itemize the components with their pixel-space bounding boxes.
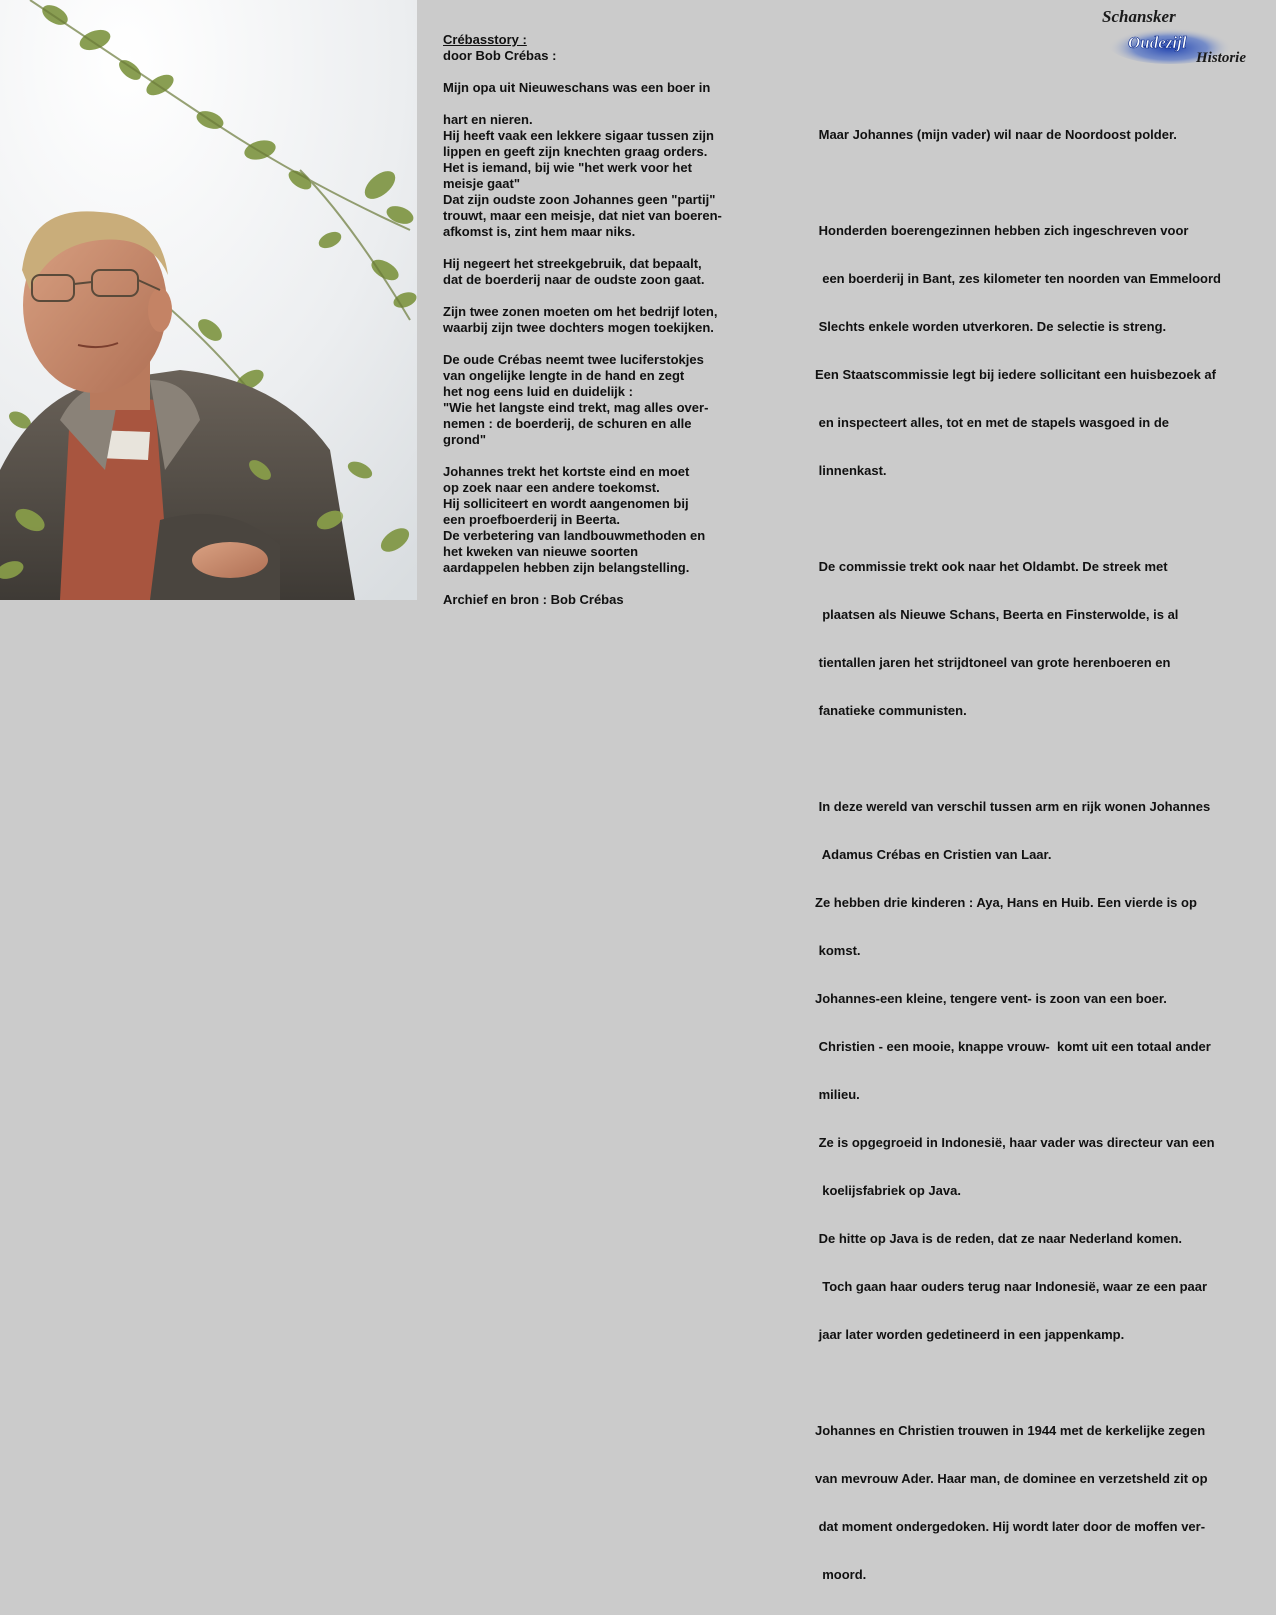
paragraph-line: Een Staatscommissie legt bij iedere sollicitant een huisbezoek af: [815, 367, 1216, 382]
paragraph-line: Mijn opa uit Nieuweschans was een boer in: [443, 80, 711, 95]
paragraph-line: Hij negeert het streekgebruik, dat bepaalt,: [443, 256, 702, 271]
paragraph-line: plaatsen als Nieuwe Schans, Beerta en Finsterwolde, is al: [815, 607, 1179, 622]
paragraph-line: van mevrouw Ader. Haar man, de dominee en verzetsheld zit op: [815, 1471, 1208, 1486]
paragraph-line: [443, 96, 722, 112]
paragraph-line: Johannes trekt het kortste eind en moet: [443, 464, 690, 479]
paragraph-line: Het is iemand, bij wie "het werk voor het: [443, 160, 692, 175]
article-column-right: [815, 95, 1221, 1615]
paragraph-line: [815, 511, 1221, 527]
paragraph-line: jaar later worden gedetineerd in een jappenkamp.: [815, 1327, 1125, 1342]
paragraph-line: [443, 240, 722, 256]
paragraph-line: Hij solliciteert en wordt aangenomen bij: [443, 496, 689, 511]
paragraph-line: [815, 1375, 1221, 1391]
paragraph-line: op zoek naar een andere toekomst.: [443, 480, 660, 495]
paragraph-line: De oude Crébas neemt twee luciferstokjes: [443, 352, 704, 367]
paragraph-line: het kweken van nieuwe soorten: [443, 544, 639, 559]
paragraph-line: grond": [443, 432, 486, 447]
paragraph-line: Hij heeft vaak een lekkere sigaar tussen zijn: [443, 128, 714, 143]
paragraph-line: dat de boerderij naar de oudste zoon gaat.: [443, 272, 705, 287]
article-author: door Bob Crébas :: [443, 48, 557, 63]
paragraph-line: Ze hebben drie kinderen : Aya, Hans en Huib. Een vierde is op: [815, 895, 1197, 910]
paragraph-line: linnenkast.: [815, 463, 887, 478]
logo-line-1: Schansker: [1102, 7, 1176, 26]
paragraph-line: De hitte op Java is de reden, dat ze naar Nederland komen.: [815, 1231, 1183, 1246]
paragraph-line: aardappelen hebben zijn belangstelling.: [443, 560, 690, 575]
article-title: Crébasstory :: [443, 32, 527, 47]
paragraph-line: tientallen jaren het strijdtoneel van grote herenboeren en: [815, 655, 1171, 670]
paragraph-line: waarbij zijn twee dochters mogen toekijken.: [443, 320, 714, 335]
paragraph-line: [443, 336, 722, 352]
schansker-oudezijl-historie-logo: [1100, 4, 1272, 66]
paragraph-line: Toch gaan haar ouders terug naar Indonesië, waar ze een paar: [815, 1279, 1208, 1294]
paragraph-line: Maar Johannes (mijn vader) wil naar de Noordoost polder.: [815, 127, 1177, 142]
archive-source: Archief en bron : Bob Crébas: [443, 592, 624, 607]
paragraph-line: dat moment ondergedoken. Hij wordt later door de moffen ver-: [815, 1519, 1206, 1534]
logo-line-2: Oudezijl: [1128, 33, 1187, 52]
paragraph-line: afkomst is, zint hem maar niks.: [443, 224, 636, 239]
paragraph-line: lippen en geeft zijn knechten graag orders.: [443, 144, 708, 159]
paragraph-line: en inspecteert alles, tot en met de stapels wasgoed in de: [815, 415, 1169, 430]
paragraph-line: milieu.: [815, 1087, 860, 1102]
paragraph-line: nemen : de boerderij, de schuren en alle: [443, 416, 692, 431]
paragraph-line: Slechts enkele worden utverkoren. De selectie is streng.: [815, 319, 1167, 334]
article-page: [417, 0, 1276, 1582]
paragraph-line: hart en nieren.: [443, 112, 533, 127]
paragraph-line: meisje gaat": [443, 176, 520, 191]
paragraph-line: van ongelijke lengte in de hand en zegt: [443, 368, 685, 383]
paragraph-line: fanatieke communisten.: [815, 703, 967, 718]
paragraph-line: De verbetering van landbouwmethoden en: [443, 528, 706, 543]
paragraph-line: Zijn twee zonen moeten om het bedrijf loten,: [443, 304, 718, 319]
paragraph-line: [443, 288, 722, 304]
paragraph-line: Johannes-een kleine, tengere vent- is zoon van een boer.: [815, 991, 1167, 1006]
paragraph-line: [815, 751, 1221, 767]
logo-line-3: Historie: [1196, 50, 1247, 66]
paragraph-line: trouwt, maar een meisje, dat niet van boeren-: [443, 208, 722, 223]
paragraph-line: Ze is opgegroeid in Indonesië, haar vader was directeur van een: [815, 1135, 1215, 1150]
paragraph-line: Adamus Crébas en Cristien van Laar.: [815, 847, 1052, 862]
paragraph-line: "Wie het langste eind trekt, mag alles over-: [443, 400, 709, 415]
paragraph-line: koelijsfabriek op Java.: [815, 1183, 961, 1198]
article-column-left: [443, 32, 722, 608]
paragraph-line: het nog eens luid en duidelijk :: [443, 384, 633, 399]
paragraph-line: Dat zijn oudste zoon Johannes geen "partij": [443, 192, 716, 207]
paragraph-line: een boerderij in Bant, zes kilometer ten noorden van Emmeloord: [815, 271, 1221, 286]
paragraph-line: Christien - een mooie, knappe vrouw- komt uit een totaal ander: [815, 1039, 1211, 1054]
author-photo: [0, 0, 417, 600]
paragraph-line: [443, 576, 722, 592]
paragraph-line: In deze wereld van verschil tussen arm en rijk wonen Johannes: [815, 799, 1211, 814]
paragraph-line: Johannes en Christien trouwen in 1944 met de kerkelijke zegen: [815, 1423, 1206, 1438]
logo-graphic: [1100, 4, 1272, 66]
paragraph-line: komst.: [815, 943, 861, 958]
paragraph-line: [815, 175, 1221, 191]
author-photo-illustration: [0, 0, 417, 600]
paragraph-line: De commissie trekt ook naar het Oldambt. De streek met: [815, 559, 1168, 574]
paragraph-line: een proefboerderij in Beerta.: [443, 512, 620, 527]
paragraph-line: [443, 448, 722, 464]
paragraph-line: Honderden boerengezinnen hebben zich ingeschreven voor: [815, 223, 1189, 238]
paragraph-line: moord.: [815, 1567, 867, 1582]
